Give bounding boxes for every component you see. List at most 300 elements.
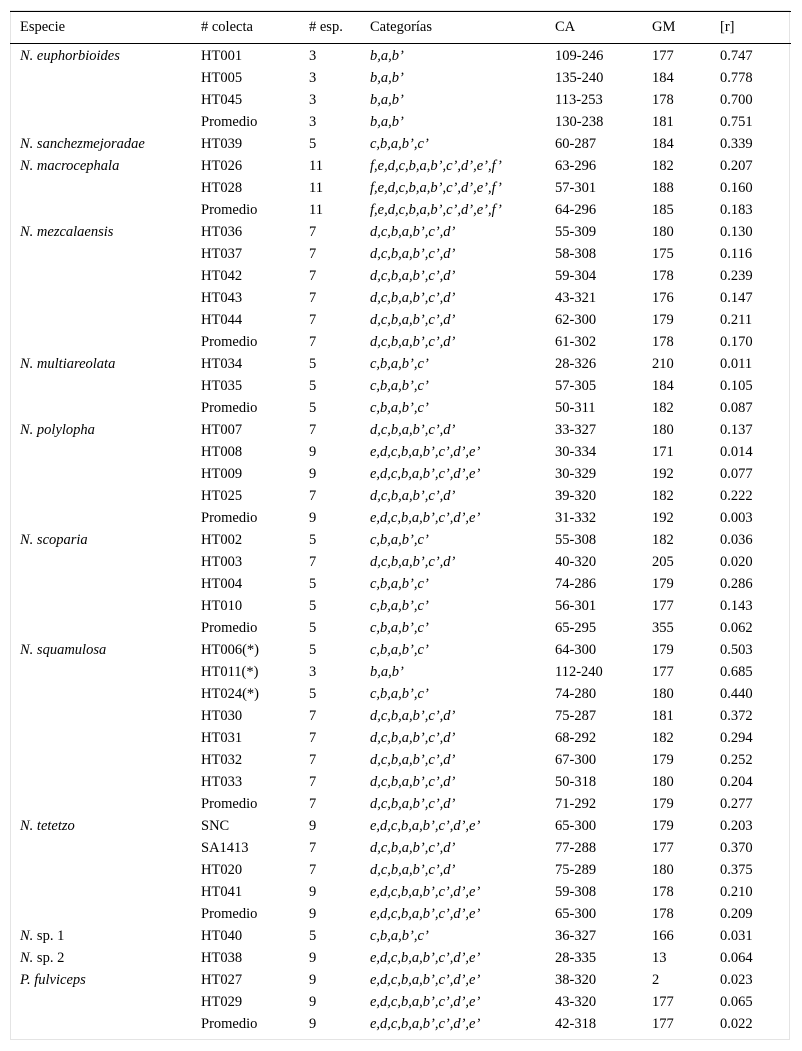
cell-colecta: HT043 — [201, 290, 243, 306]
cell-categorias: e,d,c,b,a,b’,c’,d’,e’ — [370, 994, 481, 1010]
cell-esp: 5 — [309, 356, 317, 372]
cell-esp: 7 — [309, 290, 317, 306]
cell-colecta: HT027 — [201, 972, 243, 988]
cell-categorias: c,b,a,b’,c’ — [370, 356, 429, 372]
cell-ca: 33-327 — [555, 422, 597, 438]
species-name: N. — [20, 950, 34, 966]
table-row — [10, 441, 791, 463]
species-name: N. tetetzo — [20, 818, 75, 834]
cell-categorias: c,b,a,b’,c’ — [370, 576, 429, 592]
cell-categorias: d,c,b,a,b’,c’,d’ — [370, 422, 456, 438]
cell-categorias: c,b,a,b’,c’ — [370, 378, 429, 394]
cell-colecta: HT007 — [201, 422, 243, 438]
cell-gm: 178 — [652, 92, 674, 108]
cell-colecta: HT039 — [201, 136, 243, 152]
cell-ca: 59-308 — [555, 884, 597, 900]
cell-ca: 30-329 — [555, 466, 597, 482]
table-row — [10, 397, 791, 419]
cell-gm: 181 — [652, 114, 674, 130]
cell-categorias: d,c,b,a,b’,c’,d’ — [370, 862, 456, 878]
cell-categorias: c,b,a,b’,c’ — [370, 532, 429, 548]
cell-categorias: c,b,a,b’,c’ — [370, 928, 429, 944]
cell-colecta: HT040 — [201, 928, 243, 944]
table-row — [10, 67, 791, 89]
cell-especie — [10, 947, 191, 969]
cell-gm: 177 — [652, 1016, 674, 1032]
cell-ca: 74-286 — [555, 576, 597, 592]
cell-categorias: d,c,b,a,b’,c’,d’ — [370, 246, 456, 262]
cell-esp: 3 — [309, 664, 317, 680]
cell-esp: 7 — [309, 246, 317, 262]
cell-categorias: d,c,b,a,b’,c’,d’ — [370, 312, 456, 328]
cell-categorias: b,a,b’ — [370, 664, 404, 680]
cell-r: 0.160 — [720, 180, 753, 196]
cell-esp: 3 — [309, 48, 317, 64]
table-row — [10, 265, 791, 287]
cell-colecta: HT024(*) — [201, 686, 259, 702]
table-row — [10, 155, 791, 177]
cell-gm: 355 — [652, 620, 674, 636]
cell-ca: 31-332 — [555, 510, 597, 526]
cell-esp: 5 — [309, 532, 317, 548]
cell-ca: 113-253 — [555, 92, 603, 108]
cell-colecta: HT034 — [201, 356, 243, 372]
species-name: N. macrocephala — [20, 158, 120, 174]
cell-esp: 7 — [309, 752, 317, 768]
cell-colecta: Promedio — [201, 1016, 258, 1032]
cell-colecta: HT030 — [201, 708, 243, 724]
cell-colecta: HT008 — [201, 444, 243, 460]
cell-ca: 109-246 — [555, 48, 604, 64]
cell-ca: 43-320 — [555, 994, 597, 1010]
cell-especie — [10, 815, 191, 837]
cell-gm: 180 — [652, 862, 674, 878]
cell-r: 0.207 — [720, 158, 753, 174]
cell-colecta: HT009 — [201, 466, 243, 482]
cell-r: 0.022 — [720, 1016, 753, 1032]
cell-categorias: d,c,b,a,b’,c’,d’ — [370, 224, 456, 240]
cell-r: 0.003 — [720, 510, 753, 526]
cell-r: 0.747 — [720, 48, 753, 64]
cell-especie — [10, 771, 191, 793]
cell-gm: 179 — [652, 796, 674, 812]
species-name: N. mezcalaensis — [20, 224, 114, 240]
cell-r: 0.503 — [720, 642, 753, 658]
cell-esp: 5 — [309, 576, 317, 592]
cell-categorias: d,c,b,a,b’,c’,d’ — [370, 488, 456, 504]
cell-gm: 177 — [652, 664, 674, 680]
cell-especie — [10, 419, 191, 441]
cell-colecta: Promedio — [201, 202, 258, 218]
cell-colecta: Promedio — [201, 114, 258, 130]
cell-categorias: d,c,b,a,b’,c’,d’ — [370, 752, 456, 768]
cell-especie — [10, 133, 191, 155]
cell-ca: 67-300 — [555, 752, 597, 768]
cell-especie — [10, 397, 191, 419]
cell-categorias: e,d,c,b,a,b’,c’,d’,e’ — [370, 972, 481, 988]
table-row — [10, 837, 791, 859]
cell-esp: 11 — [309, 202, 323, 218]
cell-r: 0.014 — [720, 444, 753, 460]
cell-r: 0.239 — [720, 268, 753, 284]
table-row — [10, 705, 791, 727]
cell-r: 0.370 — [720, 840, 753, 856]
cell-especie — [10, 375, 191, 397]
cell-esp: 5 — [309, 378, 317, 394]
cell-especie — [10, 309, 191, 331]
header-especie: Especie — [10, 12, 191, 44]
cell-especie — [10, 595, 191, 617]
cell-colecta: HT003 — [201, 554, 243, 570]
cell-especie — [10, 529, 191, 551]
cell-categorias: d,c,b,a,b’,c’,d’ — [370, 840, 456, 856]
cell-esp: 5 — [309, 400, 317, 416]
cell-ca: 77-288 — [555, 840, 597, 856]
cell-categorias: e,d,c,b,a,b’,c’,d’,e’ — [370, 466, 481, 482]
cell-esp: 7 — [309, 796, 317, 812]
cell-especie — [10, 353, 191, 375]
table-row — [10, 771, 791, 793]
cell-especie — [10, 925, 191, 947]
cell-especie — [10, 89, 191, 111]
cell-categorias: f,e,d,c,b,a,b’,c’,d’,e’,f’ — [370, 158, 502, 174]
cell-colecta: Promedio — [201, 510, 258, 526]
cell-categorias: e,d,c,b,a,b’,c’,d’,e’ — [370, 510, 481, 526]
table-row — [10, 419, 791, 441]
cell-r: 0.252 — [720, 752, 753, 768]
cell-ca: 64-296 — [555, 202, 597, 218]
cell-gm: 179 — [652, 752, 674, 768]
cell-r: 0.778 — [720, 70, 753, 86]
cell-gm: 180 — [652, 774, 674, 790]
cell-gm: 184 — [652, 136, 674, 152]
cell-colecta: HT038 — [201, 950, 243, 966]
cell-especie — [10, 903, 191, 925]
cell-especie — [10, 331, 191, 353]
cell-esp: 5 — [309, 642, 317, 658]
table-row — [10, 639, 791, 661]
cell-colecta: HT001 — [201, 48, 243, 64]
cell-esp: 11 — [309, 158, 323, 174]
cell-ca: 112-240 — [555, 664, 603, 680]
cell-esp: 3 — [309, 114, 317, 130]
cell-gm: 185 — [652, 202, 674, 218]
cell-especie — [10, 199, 191, 221]
cell-esp: 9 — [309, 510, 317, 526]
table-row — [10, 287, 791, 309]
species-suffix: sp. 2 — [33, 950, 65, 966]
cell-gm: 180 — [652, 224, 674, 240]
cell-colecta: HT005 — [201, 70, 243, 86]
table-row — [10, 903, 791, 925]
cell-ca: 65-295 — [555, 620, 597, 636]
cell-gm: 192 — [652, 466, 674, 482]
species-name: N. scoparia — [20, 532, 88, 548]
cell-r: 0.286 — [720, 576, 753, 592]
table-row — [10, 595, 791, 617]
cell-especie — [10, 221, 191, 243]
cell-gm: 2 — [652, 972, 660, 988]
cell-r: 0.294 — [720, 730, 753, 746]
cell-gm: 184 — [652, 378, 674, 394]
cell-gm: 182 — [652, 532, 674, 548]
table-row — [10, 111, 791, 133]
cell-ca: 39-320 — [555, 488, 597, 504]
cell-r: 0.700 — [720, 92, 753, 108]
cell-gm: 205 — [652, 554, 674, 570]
cell-esp: 7 — [309, 708, 317, 724]
table-row — [10, 573, 791, 595]
cell-especie — [10, 859, 191, 881]
cell-ca: 65-300 — [555, 906, 597, 922]
cell-esp: 5 — [309, 620, 317, 636]
cell-especie — [10, 683, 191, 705]
table-row — [10, 353, 791, 375]
table-row — [10, 375, 791, 397]
cell-r: 0.023 — [720, 972, 753, 988]
table-row — [10, 727, 791, 749]
cell-colecta: HT037 — [201, 246, 243, 262]
cell-categorias: d,c,b,a,b’,c’,d’ — [370, 796, 456, 812]
table-row — [10, 749, 791, 771]
cell-categorias: d,c,b,a,b’,c’,d’ — [370, 708, 456, 724]
cell-gm: 177 — [652, 48, 674, 64]
cell-ca: 130-238 — [555, 114, 604, 130]
table-row — [10, 243, 791, 265]
cell-r: 0.036 — [720, 532, 753, 548]
cell-categorias: b,a,b’ — [370, 48, 404, 64]
table-row — [10, 859, 791, 881]
cell-ca: 57-301 — [555, 180, 597, 196]
cell-colecta: HT020 — [201, 862, 243, 878]
cell-categorias: e,d,c,b,a,b’,c’,d’,e’ — [370, 818, 481, 834]
table-row — [10, 221, 791, 243]
cell-esp: 7 — [309, 268, 317, 284]
table-row — [10, 617, 791, 639]
data-table — [10, 11, 791, 1035]
cell-categorias: d,c,b,a,b’,c’,d’ — [370, 290, 456, 306]
cell-colecta: HT041 — [201, 884, 243, 900]
cell-especie — [10, 111, 191, 133]
cell-esp: 7 — [309, 554, 317, 570]
cell-r: 0.130 — [720, 224, 753, 240]
cell-r: 0.751 — [720, 114, 753, 130]
cell-ca: 75-289 — [555, 862, 597, 878]
cell-gm: 176 — [652, 290, 674, 306]
cell-esp: 11 — [309, 180, 323, 196]
cell-ca: 71-292 — [555, 796, 597, 812]
cell-colecta: Promedio — [201, 400, 258, 416]
species-name: N. euphorbioides — [20, 48, 120, 64]
cell-colecta: HT002 — [201, 532, 243, 548]
cell-gm: 171 — [652, 444, 674, 460]
cell-colecta: HT035 — [201, 378, 243, 394]
cell-especie — [10, 969, 191, 991]
header-categorias: Categorías — [360, 12, 545, 44]
table-row — [10, 485, 791, 507]
table-row — [10, 133, 791, 155]
cell-r: 0.210 — [720, 884, 753, 900]
species-name: N. polylopha — [20, 422, 95, 438]
cell-esp: 7 — [309, 840, 317, 856]
table-row — [10, 793, 791, 815]
cell-esp: 7 — [309, 774, 317, 790]
table-row — [10, 991, 791, 1013]
cell-ca: 57-305 — [555, 378, 597, 394]
species-name: N. squamulosa — [20, 642, 107, 658]
cell-ca: 56-301 — [555, 598, 597, 614]
cell-esp: 7 — [309, 730, 317, 746]
cell-r: 0.031 — [720, 928, 753, 944]
cell-ca: 65-300 — [555, 818, 597, 834]
cell-esp: 7 — [309, 488, 317, 504]
cell-categorias: e,d,c,b,a,b’,c’,d’,e’ — [370, 950, 481, 966]
cell-categorias: b,a,b’ — [370, 70, 404, 86]
cell-gm: 166 — [652, 928, 674, 944]
cell-colecta: HT029 — [201, 994, 243, 1010]
cell-esp: 5 — [309, 928, 317, 944]
cell-especie — [10, 705, 191, 727]
cell-colecta: SA1413 — [201, 840, 249, 856]
cell-ca: 61-302 — [555, 334, 597, 350]
cell-especie — [10, 617, 191, 639]
table-row — [10, 551, 791, 573]
cell-r: 0.077 — [720, 466, 753, 482]
cell-ca: 55-309 — [555, 224, 597, 240]
cell-ca: 50-311 — [555, 400, 596, 416]
cell-ca: 58-308 — [555, 246, 597, 262]
cell-gm: 177 — [652, 598, 674, 614]
table-row — [10, 463, 791, 485]
cell-ca: 64-300 — [555, 642, 597, 658]
cell-gm: 182 — [652, 730, 674, 746]
table-row — [10, 947, 791, 969]
cell-gm: 178 — [652, 334, 674, 350]
cell-esp: 3 — [309, 92, 317, 108]
cell-colecta: Promedio — [201, 796, 258, 812]
cell-gm: 182 — [652, 488, 674, 504]
table-row — [10, 969, 791, 991]
cell-esp: 9 — [309, 884, 317, 900]
cell-colecta: HT032 — [201, 752, 243, 768]
table-row — [10, 815, 791, 837]
cell-esp: 3 — [309, 70, 317, 86]
cell-categorias: b,a,b’ — [370, 92, 404, 108]
species-name: P. fulviceps — [20, 972, 86, 988]
cell-especie — [10, 243, 191, 265]
cell-gm: 178 — [652, 884, 674, 900]
species-name: N. sanchezmejoradae — [20, 136, 145, 152]
cell-esp: 9 — [309, 444, 317, 460]
cell-especie — [10, 881, 191, 903]
cell-esp: 7 — [309, 224, 317, 240]
cell-ca: 40-320 — [555, 554, 597, 570]
cell-especie — [10, 441, 191, 463]
cell-categorias: f,e,d,c,b,a,b’,c’,d’,e’,f’ — [370, 180, 502, 196]
cell-gm: 179 — [652, 576, 674, 592]
cell-ca: 135-240 — [555, 70, 604, 86]
cell-colecta: HT045 — [201, 92, 243, 108]
cell-gm: 192 — [652, 510, 674, 526]
cell-ca: 60-287 — [555, 136, 597, 152]
table-row — [10, 925, 791, 947]
cell-r: 0.203 — [720, 818, 753, 834]
cell-especie — [10, 727, 191, 749]
table-row — [10, 44, 791, 68]
table-row — [10, 177, 791, 199]
cell-categorias: c,b,a,b’,c’ — [370, 598, 429, 614]
cell-ca: 59-304 — [555, 268, 597, 284]
cell-r: 0.204 — [720, 774, 753, 790]
cell-especie — [10, 639, 191, 661]
cell-colecta: HT010 — [201, 598, 243, 614]
cell-categorias: c,b,a,b’,c’ — [370, 400, 429, 416]
cell-categorias: c,b,a,b’,c’ — [370, 620, 429, 636]
table-row — [10, 199, 791, 221]
cell-ca: 63-296 — [555, 158, 597, 174]
table-row — [10, 89, 791, 111]
cell-r: 0.440 — [720, 686, 753, 702]
cell-esp: 9 — [309, 994, 317, 1010]
cell-categorias: d,c,b,a,b’,c’,d’ — [370, 730, 456, 746]
cell-gm: 182 — [652, 400, 674, 416]
cell-esp: 9 — [309, 950, 317, 966]
table-row — [10, 661, 791, 683]
cell-r: 0.116 — [720, 246, 753, 262]
cell-categorias: d,c,b,a,b’,c’,d’ — [370, 774, 456, 790]
cell-categorias: e,d,c,b,a,b’,c’,d’,e’ — [370, 444, 481, 460]
cell-colecta: HT042 — [201, 268, 243, 284]
cell-especie — [10, 177, 191, 199]
cell-gm: 182 — [652, 158, 674, 174]
cell-colecta: HT004 — [201, 576, 243, 592]
cell-esp: 9 — [309, 906, 317, 922]
header-row — [10, 12, 791, 44]
cell-esp: 7 — [309, 312, 317, 328]
cell-esp: 7 — [309, 334, 317, 350]
cell-categorias: c,b,a,b’,c’ — [370, 136, 429, 152]
cell-ca: 38-320 — [555, 972, 597, 988]
cell-ca: 43-321 — [555, 290, 597, 306]
header-r: [r] — [710, 12, 791, 44]
cell-gm: 184 — [652, 70, 674, 86]
cell-especie — [10, 155, 191, 177]
cell-especie — [10, 1013, 191, 1035]
cell-r: 0.020 — [720, 554, 753, 570]
cell-r: 0.143 — [720, 598, 753, 614]
cell-especie — [10, 67, 191, 89]
table-row — [10, 309, 791, 331]
header-gm: GM — [642, 12, 710, 44]
table-row — [10, 683, 791, 705]
cell-colecta: SNC — [201, 818, 230, 834]
cell-r: 0.105 — [720, 378, 753, 394]
cell-r: 0.277 — [720, 796, 753, 812]
cell-especie — [10, 793, 191, 815]
cell-gm: 13 — [652, 950, 667, 966]
cell-r: 0.065 — [720, 994, 753, 1010]
cell-categorias: e,d,c,b,a,b’,c’,d’,e’ — [370, 906, 481, 922]
cell-esp: 5 — [309, 686, 317, 702]
cell-gm: 210 — [652, 356, 674, 372]
cell-gm: 179 — [652, 818, 674, 834]
species-name: N. — [20, 928, 34, 944]
cell-r: 0.375 — [720, 862, 753, 878]
table-header — [10, 12, 791, 44]
cell-r: 0.183 — [720, 202, 753, 218]
cell-ca: 28-326 — [555, 356, 597, 372]
table-body — [10, 44, 791, 1036]
